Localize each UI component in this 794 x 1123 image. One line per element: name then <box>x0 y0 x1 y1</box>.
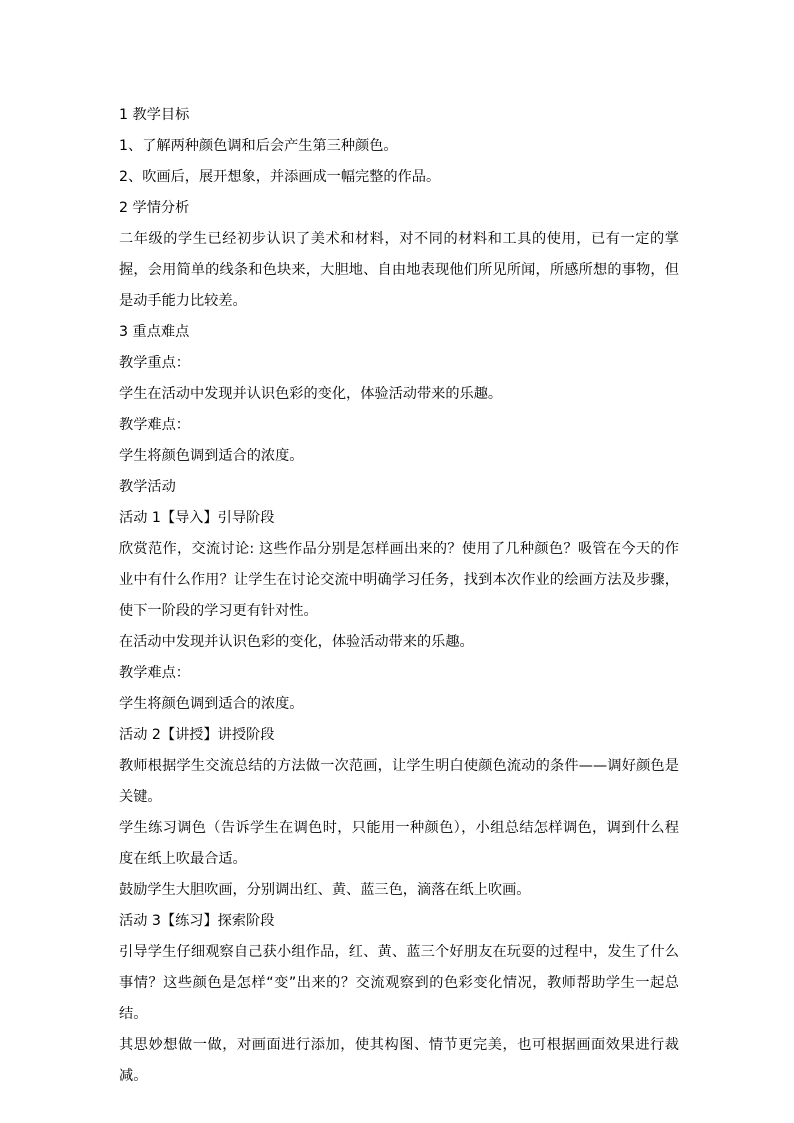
activity-2-text-1: 教师根据学生交流总结的方法做一次范画，让学生明白使颜色流动的条件——调好颜色是关键。 <box>119 758 679 805</box>
section-heading-activities: 教学活动 <box>119 479 176 495</box>
activity-1-text: 欣赏范作，交流讨论: 这些作品分别是怎样画出来的？使用了几种颜色？吸管在今天的作业中有什么作用？让学生在讨论交流中明确学习任务，找到本次作业的绘画方法及步骤，使下一阶段的学习更有针对性。 <box>119 541 679 619</box>
goal-item-2: 2、吹画后，展开想象，并添画成一幅完整的作品。 <box>119 169 441 185</box>
activity-2-text-3: 鼓励学生大胆吹画，分别调出红、黄、蓝三色，滴落在纸上吹画。 <box>119 882 531 898</box>
activity-1-heading: 活动 1【导入】引导阶段 <box>119 510 275 526</box>
activity-1-difficulty-text: 学生将颜色调到适合的浓度。 <box>119 696 304 712</box>
section-heading-teaching-goals: 1 教学目标 <box>119 107 190 123</box>
goal-item-1: 1、了解两种颜色调和后会产生第三种颜色。 <box>119 138 398 154</box>
activity-2-text-2: 学生练习调色（告诉学生在调色时，只能用一种颜色），小组总结怎样调色，调到什么程度在纸上吹最合适。 <box>119 820 679 867</box>
section-heading-key-points: 3 重点难点 <box>119 324 190 340</box>
activity-1-note: 在活动中发现并认识色彩的变化，体验活动带来的乐趣。 <box>119 634 474 650</box>
learner-analysis-text: 二年级的学生已经初步认识了美术和材料，对不同的材料和工具的使用，已有一定的掌握，会用简单的线条和色块来，大胆地、自由地表现他们所见所闻，所感所想的事物，但是动手能力比较差。 <box>119 231 679 309</box>
activity-2-heading: 活动 2【讲授】讲授阶段 <box>119 727 275 743</box>
key-point-text: 学生在活动中发现并认识色彩的变化，体验活动带来的乐趣。 <box>119 386 503 402</box>
activity-3-text-1: 引导学生仔细观察自己获小组作品，红、黄、蓝三个好朋友在玩耍的过程中，发生了什么事情？这些颜色是怎样“变”出来的？交流观察到的色彩变化情况，教师帮助学生一起总结。 <box>119 944 679 1022</box>
section-heading-learner-analysis: 2 学情分析 <box>119 200 190 216</box>
activity-3-heading: 活动 3【练习】探索阶段 <box>119 913 275 929</box>
difficulty-text: 学生将颜色调到适合的浓度。 <box>119 448 304 464</box>
activity-3-text-2: 其思妙想做一做，对画面进行添加，使其构图、情节更完美，也可根据画面效果进行裁减。 <box>119 1037 679 1084</box>
key-point-label: 教学重点： <box>119 355 190 371</box>
document-page <box>119 100 679 1092</box>
difficulty-label: 教学难点： <box>119 417 190 433</box>
activity-1-difficulty-label: 教学难点： <box>119 665 190 681</box>
